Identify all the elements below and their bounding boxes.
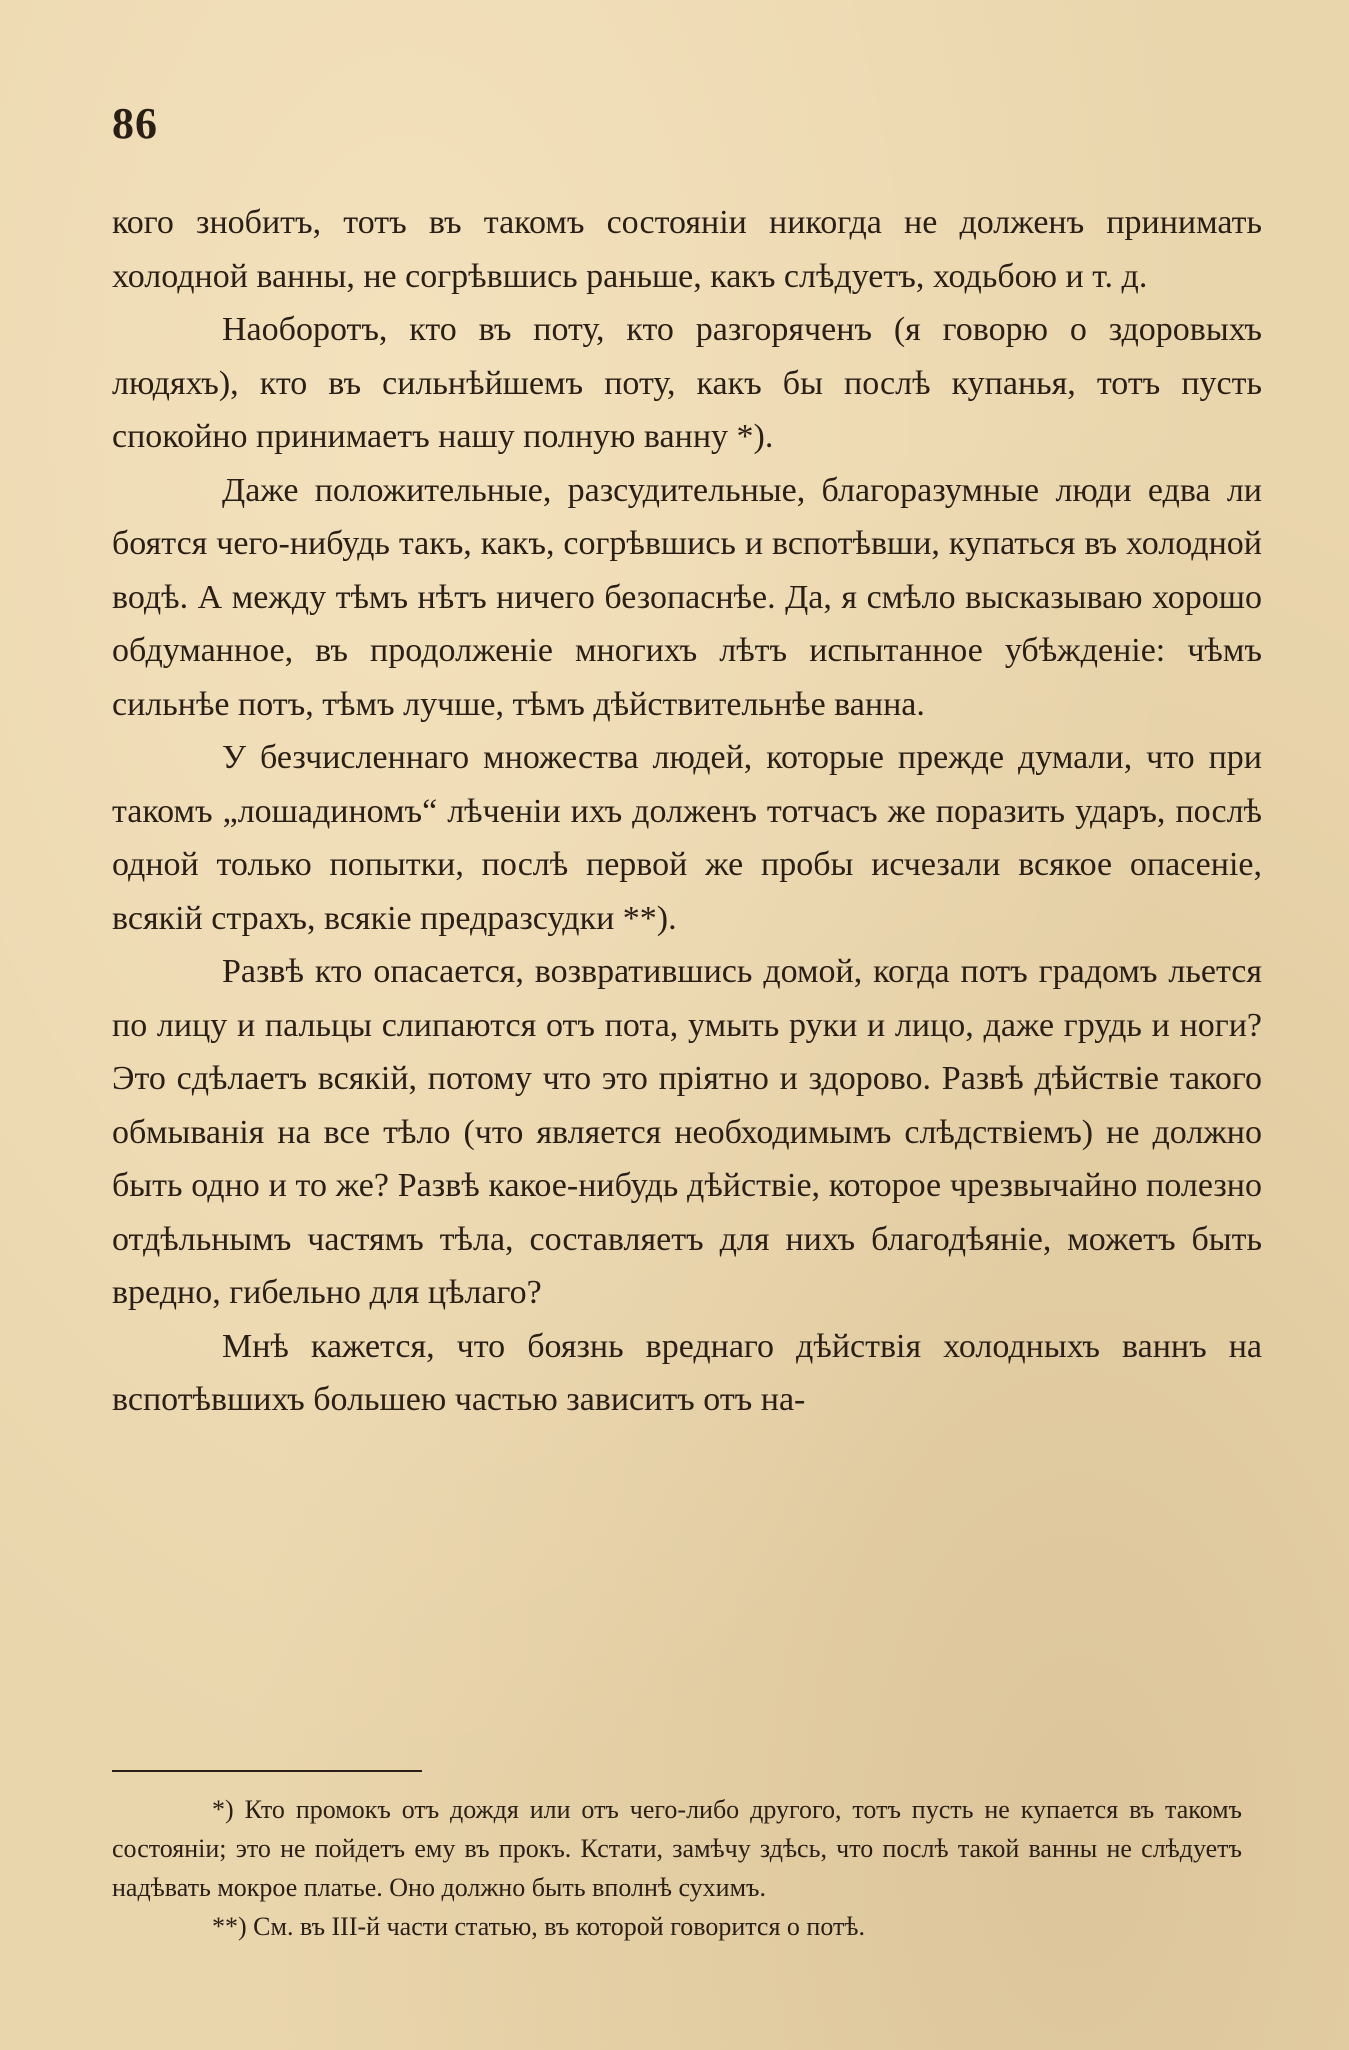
footnote: *) Кто промокъ отъ дождя или отъ чего-либо другого, тотъ пусть не купается въ такомъ состояніи; это не пойдетъ ему въ прокъ. Кстати, замѣчу здѣсь, что послѣ такой ванны не слѣдуетъ надѣвать мокрое платье. Оно должно быть вполнѣ сухимъ. (112, 1795, 1242, 1902)
footnote-divider (112, 1770, 422, 1772)
main-text (112, 196, 1262, 1427)
footnote: **) См. въ III-й части статью, въ которой говорится о потѣ. (212, 1912, 865, 1941)
paragraph-continued: кого знобитъ, тотъ въ такомъ состояніи никогда не долженъ принимать холодной ванны, не согрѣвшись раньше, какъ слѣдуетъ, ходьбою и т. д. (112, 204, 1262, 295)
page-number: 86 (112, 99, 158, 148)
footnotes (112, 1790, 1242, 1946)
paragraph: Наоборотъ, кто въ поту, кто разгоряченъ (я говорю о здоровыхъ людяхъ), кто въ сильнѣйшемъ поту, какъ бы послѣ купанья, тотъ пусть спокойно принимаетъ нашу полную ванну *). (112, 311, 1262, 455)
paragraph-continues: Мнѣ кажется, что боязнь вреднаго дѣйствія холодныхъ ваннъ на вспотѣвшихъ большею частью зависитъ отъ на- (112, 1327, 1262, 1418)
paragraph: Развѣ кто опасается, возвратившись домой, когда потъ градомъ льется по лицу и пальцы слипаются отъ пота, умыть руки и лицо, даже грудь и ноги? Это сдѣлаетъ всякій, потому что это пріятно и здорово. Развѣ дѣйствіе такого обмыванія на все тѣло (что является необходимымъ слѣдствіемъ) не должно быть одно и то же? Развѣ какое-нибудь дѣйствіе, которое чрезвычайно полезно отдѣльнымъ частямъ тѣла, составляетъ для нихъ благодѣяніе, можетъ быть вредно, гибельно для цѣлаго? (112, 953, 1262, 1311)
paragraph: Даже положительные, разсудительные, благоразумные люди едва ли боятся чего-нибудь такъ, какъ, согрѣвшись и вспотѣвши, купаться въ холодной водѣ. А между тѣмъ нѣтъ ничего безопаснѣе. Да, я смѣло высказываю хорошо обдуманное, въ продолженіе многихъ лѣтъ испытанное убѣжденіе: чѣмъ сильнѣе потъ, тѣмъ лучше, тѣмъ дѣйствительнѣе ванна. (112, 471, 1262, 723)
paragraph: У безчисленнаго множества людей, которые прежде думали, что при такомъ „лошадиномъ“ лѣченіи ихъ долженъ тотчасъ же поразить ударъ, послѣ одной только попытки, послѣ первой же пробы исчезали всякое опасеніе, всякій страхъ, всякіе предразсудки **). (112, 739, 1262, 937)
